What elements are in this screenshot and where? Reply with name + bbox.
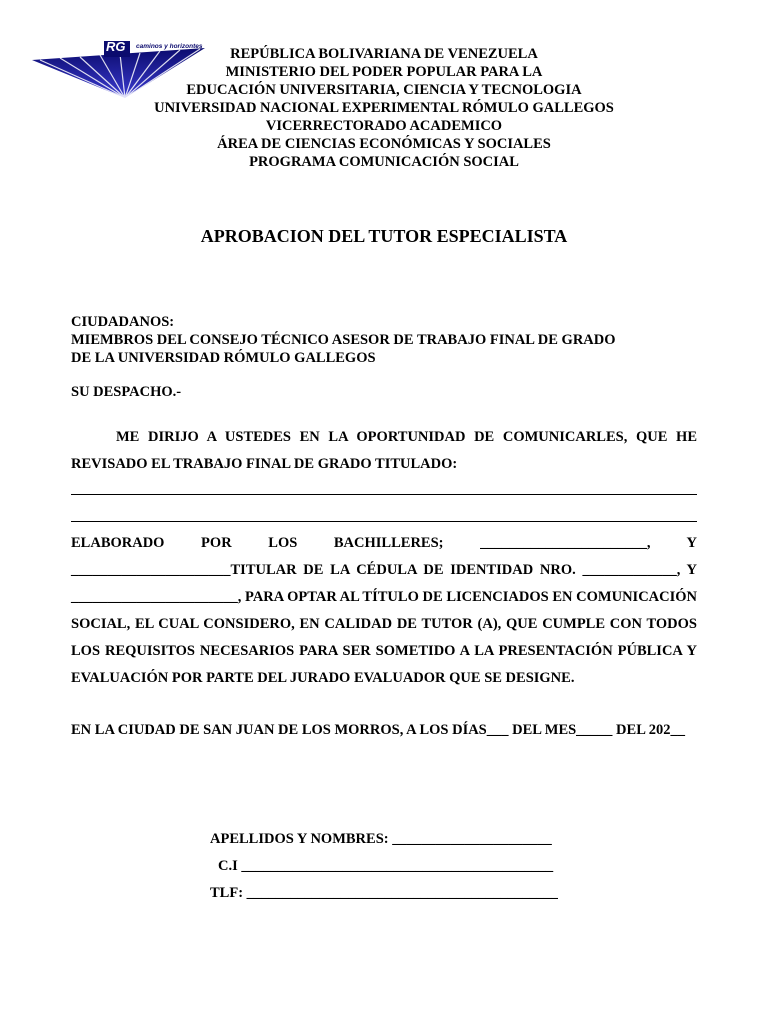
header-line: EDUCACIÓN UNIVERSITARIA, CIENCIA Y TECNOLOGIA: [186, 82, 582, 98]
title-blank-line[interactable]: [71, 521, 697, 522]
header-line: REPÚBLICA BOLIVARIANA DE VENEZUELA: [230, 46, 538, 62]
despacho-line: SU DESPACHO.-: [71, 384, 182, 400]
approval-paragraph: ELABORADO POR LOS BACHILLERES; _______________________, Y ______________________TITULAR DE LA CÉDULA DE IDENTIDAD NRO. _____________, Y _______________________, PARA OPTAR AL TÍTULO DE LICENCIADOS EN COMUNICACIÓN SOCIAL, EL CUAL CONSIDERO, EN CALIDAD DE TUTOR (A), QUE CUMPLE CON TODOS LOS REQUISITOS NECESARIOS PARA SER SOMETIDO A LA PRESENTACIÓN PÚBLICA Y EVALUACIÓN POR PARTE DEL JURADO EVALUADOR QUE SE DESIGNE.: [71, 535, 697, 686]
intro-paragraph: ME DIRIJO A USTEDES EN LA OPORTUNIDAD DE COMUNICARLES, QUE HE REVISADO EL TRABAJO FINAL DE GRADO TITULADO:: [71, 429, 697, 472]
signature-block: [210, 826, 558, 907]
tutor-phone-field[interactable]: TLF: ___________________________________________: [210, 885, 558, 901]
document-title: APROBACION DEL TUTOR ESPECIALISTA: [200, 226, 568, 246]
addressee-line: CIUDADANOS:: [71, 314, 175, 330]
tutor-ci-field[interactable]: C.I ___________________________________________: [218, 858, 554, 874]
addressee-block: [71, 313, 616, 367]
addressee-line: DE LA UNIVERSIDAD RÓMULO GALLEGOS: [71, 350, 376, 366]
logo-caption: caminos y horizontes: [136, 43, 203, 50]
header-line: VICERRECTORADO ACADEMICO: [265, 118, 503, 134]
header-line: ÁREA DE CIENCIAS ECONÓMICAS Y SOCIALES: [217, 136, 551, 152]
header-line: PROGRAMA COMUNICACIÓN SOCIAL: [249, 154, 519, 170]
tutor-name-field[interactable]: APELLIDOS Y NOMBRES: ______________________: [210, 831, 552, 847]
institution-header: [0, 45, 768, 171]
letter-body: [71, 424, 697, 744]
header-line: UNIVERSIDAD NACIONAL EXPERIMENTAL RÓMULO GALLEGOS: [154, 100, 614, 116]
header-line: MINISTERIO DEL PODER POPULAR PARA LA: [225, 64, 543, 80]
title-blank-line[interactable]: [71, 494, 697, 495]
date-paragraph: EN LA CIUDAD DE SAN JUAN DE LOS MORROS, A LOS DÍAS___ DEL MES_____ DEL 202__: [71, 722, 685, 738]
logo-mark: RG: [106, 39, 126, 54]
addressee-line: MIEMBROS DEL CONSEJO TÉCNICO ASESOR DE TRABAJO FINAL DE GRADO: [71, 332, 616, 348]
